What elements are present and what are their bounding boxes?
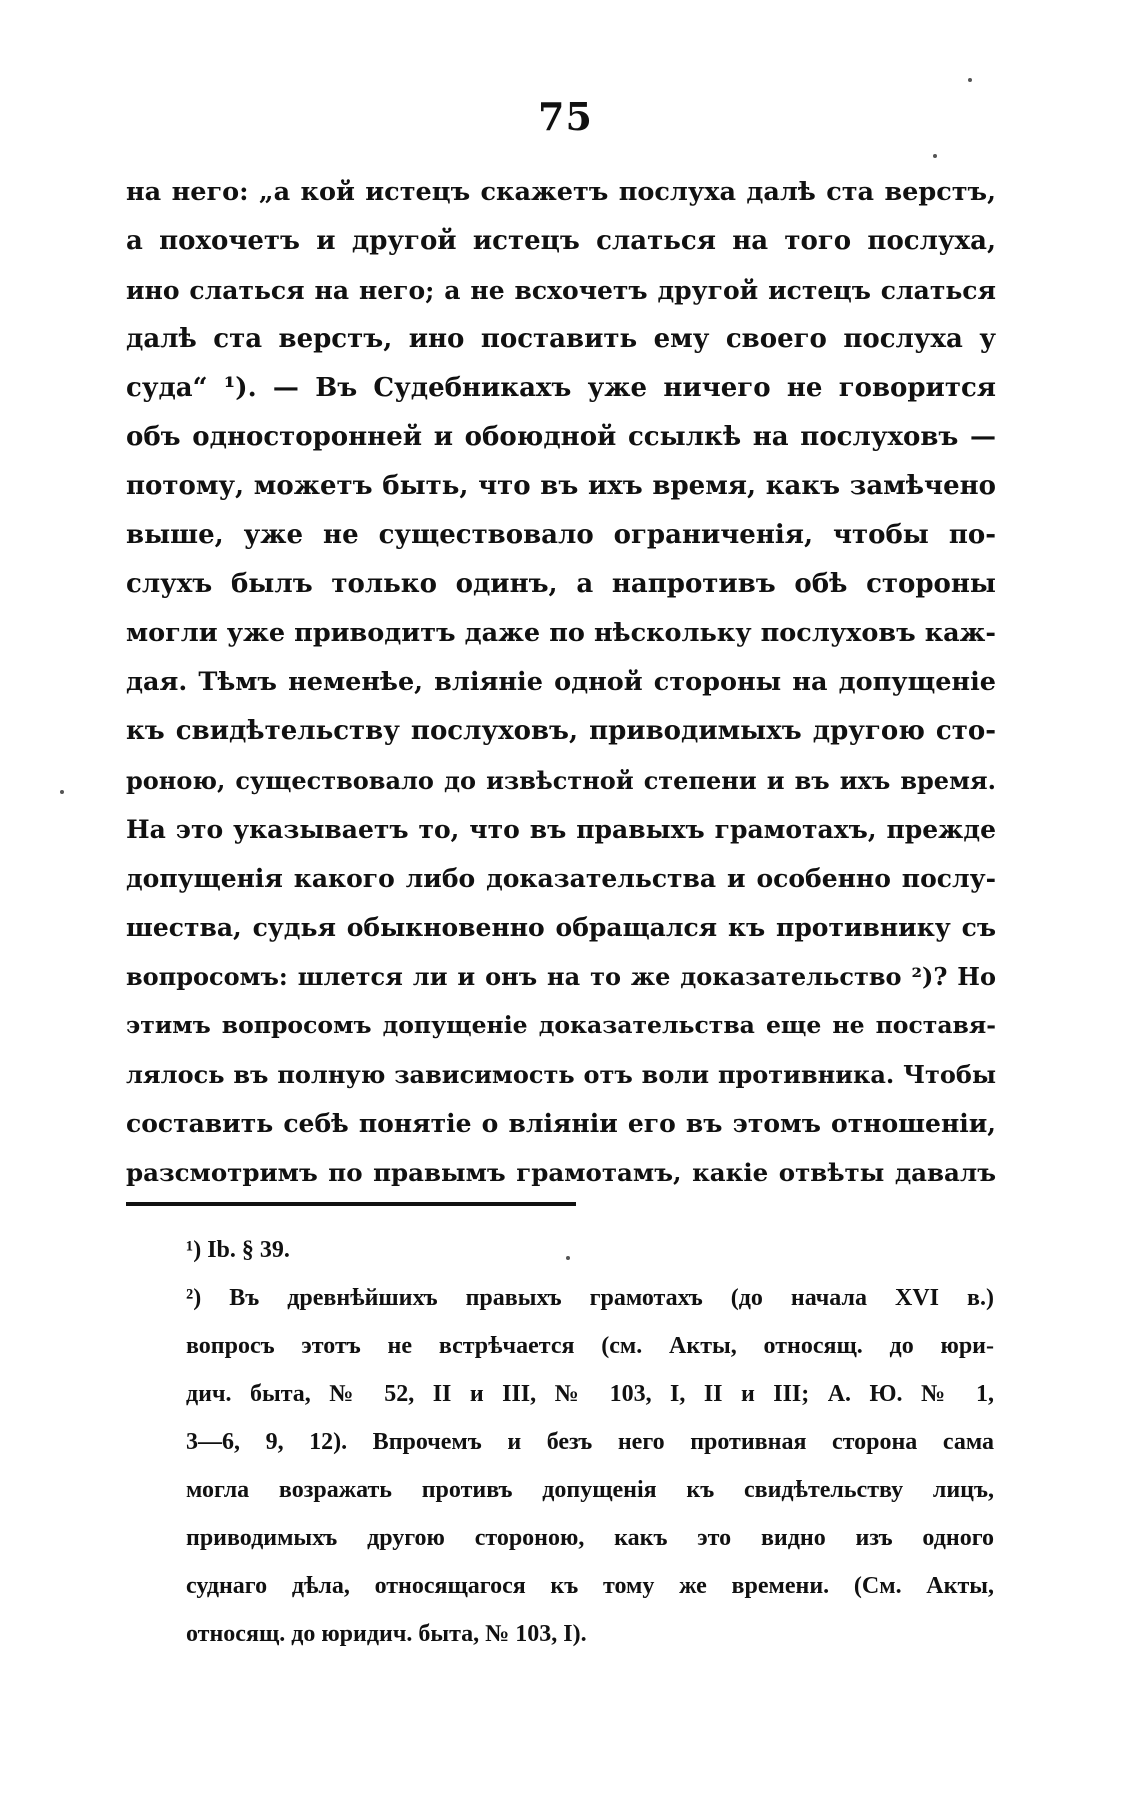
text-line: а похочетъ и другой истецъ слаться на того послуха, [126,226,996,256]
footnote-separator-rule [126,1202,576,1206]
text-line: потому, можетъ быть, что въ ихъ время, какъ замѣчено [126,471,996,501]
footnote-2-line: могла возражать противъ допущенія къ свидѣтельству лицъ, [186,1477,994,1503]
text-line: дая. Тѣмъ неменѣе, вліяніе одной стороны на допущеніе [126,667,996,697]
scan-speck [60,790,64,794]
text-line: выше, уже не существовало ограниченія, чтобы по- [126,520,996,550]
footnotes-block [186,1226,994,1658]
text-line: объ односторонней и обоюдной ссылкѣ на послуховъ — [126,422,996,452]
scan-speck [933,154,937,158]
text-line: могли уже приводитъ даже по нѣскольку послуховъ каж- [126,618,996,648]
text-line: роною, существовало до извѣстной степени и въ ихъ время. [126,766,996,795]
text-line: разсмотримъ по правымъ грамотамъ, какіе отвѣты давалъ [126,1158,996,1187]
text-line: шества, судья обыкновенно обращался къ противнику съ [126,913,996,942]
footnote-2-line: вопросъ этотъ не встрѣчается (см. Акты, относящ. до юри- [186,1333,994,1359]
text-line: допущенія какого либо доказательства и особенно послу- [126,864,996,893]
text-line: къ свидѣтельству послуховъ, приводимыхъ другою сто- [126,716,996,746]
scan-speck [566,1256,570,1260]
footnote-1: ¹) Ib. § 39. [186,1237,290,1263]
footnote-2-line: приводимыхъ другою стороною, какъ это видно изъ одного [186,1525,994,1551]
footnote-2-line: дич. быта, № 52, II и III, № 103, I, II и III; А. Ю. № 1, [186,1381,994,1407]
main-text-block [126,168,996,1197]
text-line: составить себѣ понятіе о вліяніи его въ этомъ отношеніи, [126,1109,996,1138]
text-line: далѣ ста верстъ, ино поставить ему своего послуха у [126,324,996,354]
footnote-2-line: относящ. до юридич. быта, № 103, I). [186,1621,587,1647]
scan-speck [968,78,972,82]
text-line: этимъ вопросомъ допущеніе доказательства еще не поставя- [126,1011,996,1039]
page-number: 75 [538,94,593,139]
text-line: На это указываетъ то, что въ правыхъ грамотахъ, прежде [126,815,996,844]
text-line: ино слаться на него; а не всхочетъ другой истецъ слаться [126,276,996,305]
footnote-2-line: ²) Въ древнѣйшихъ правыхъ грамотахъ (до начала XVI в.) [186,1285,994,1311]
footnote-2-line: 3—6, 9, 12). Впрочемъ и безъ него противная сторона сама [186,1429,994,1455]
footnote-2-line: суднаго дѣла, относящагося къ тому же времени. (См. Акты, [186,1573,994,1599]
text-line: слухъ былъ только одинъ, а напротивъ обѣ стороны [126,569,996,599]
text-line: на него: „а кой истецъ скажетъ послуха далѣ ста верстъ, [126,177,996,207]
text-line: лялось въ полную зависимость отъ воли противника. Чтобы [126,1060,996,1089]
text-line: вопросомъ: шлется ли и онъ на то же доказательство ²)? Но [126,962,996,991]
text-line: суда“ ¹). — Въ Судебникахъ уже ничего не говорится [126,373,996,403]
